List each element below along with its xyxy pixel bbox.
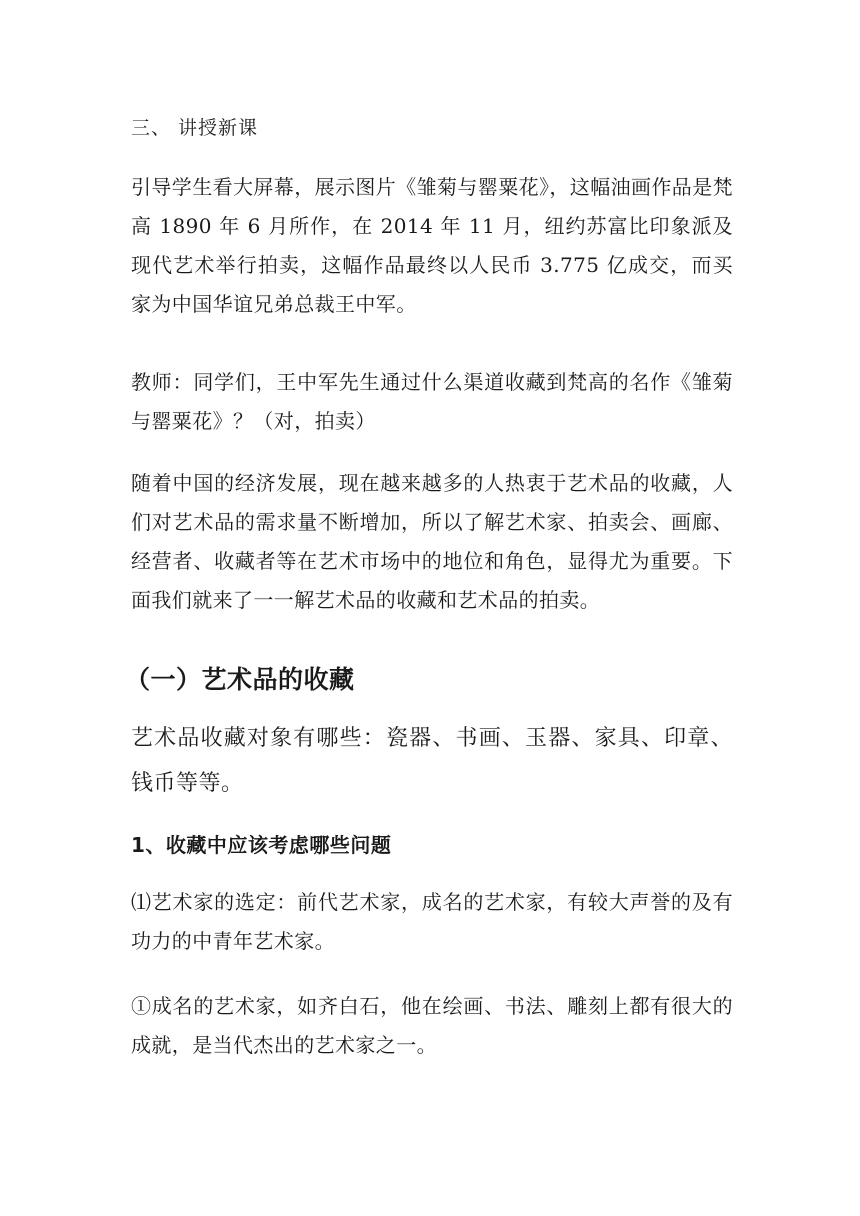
intro-paragraph: 引导学生看大屏幕，展示图片《雏菊与罂粟花》，这幅油画作品是梵高 1890 年 6 月所作，在 2014 年 11 月，纽约苏富比印象派及现代艺术举行拍卖，这幅作品最终以人民币 3.775 亿成交，而买家为中国华谊兄弟总裁王中军。 bbox=[131, 175, 733, 316]
subsection-heading: （一）艺术品的收藏 bbox=[125, 665, 355, 694]
collection-objects-paragraph: 艺术品收藏对象有哪些：瓷器、书画、玉器、家具、印章、钱币等等。 bbox=[131, 726, 733, 796]
question-heading: 1、收藏中应该考虑哪些问题 bbox=[131, 833, 392, 857]
artist-selection-item: ⑴艺术家的选定：前代艺术家，成名的艺术家，有较大声誉的及有功力的中青年艺术家。 bbox=[131, 890, 733, 953]
section-heading: 三、 讲授新课 bbox=[131, 117, 259, 139]
context-paragraph: 随着中国的经济发展，现在越来越多的人热衷于艺术品的收藏，人们对艺术品的需求量不断增加，所以了解艺术家、拍卖会、画廊、经营者、收藏者等在艺术市场中的地位和角色，显得尤为重要。下面我们就来了一一解艺术品的收藏和艺术品的拍卖。 bbox=[131, 471, 733, 612]
teacher-question-paragraph: 教师：同学们，王中军先生通过什么渠道收藏到梵高的名作《雏菊与罂粟花》？（对，拍卖） bbox=[131, 370, 733, 433]
famous-artist-item: ①成名的艺术家，如齐白石，他在绘画、书法、雕刻上都有很大的成就，是当代杰出的艺术家之一。 bbox=[131, 994, 733, 1057]
